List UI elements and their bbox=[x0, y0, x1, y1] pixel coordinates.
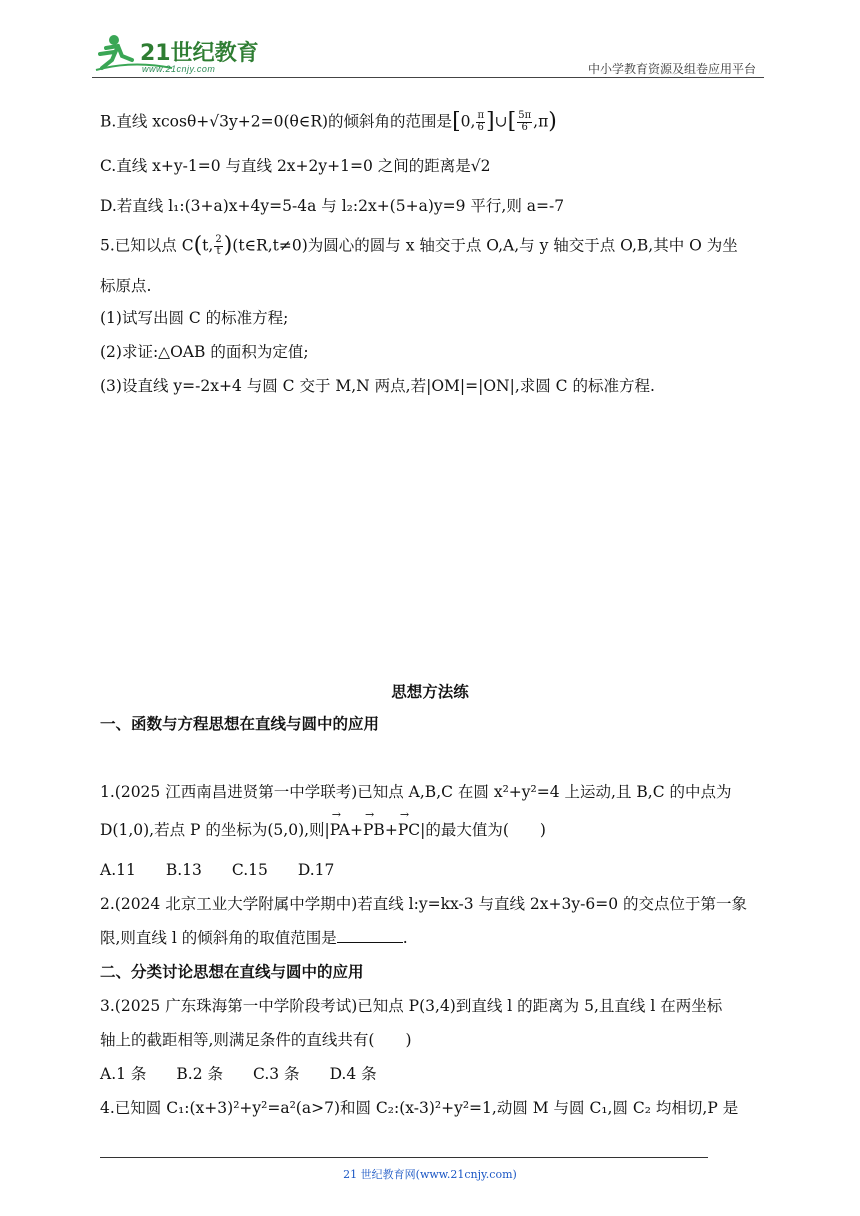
question-5-part3: (3)设直线 y=-2x+4 与圆 C 交于 M,N 两点,若|OM|=|ON|,求圆 C 的标准方程. bbox=[100, 377, 655, 395]
question-1-options bbox=[100, 860, 364, 880]
option: C.15 bbox=[231, 861, 268, 879]
option: D.4 条 bbox=[329, 1065, 377, 1083]
header-platform-text: 中小学教育资源及组卷应用平台 bbox=[587, 62, 756, 76]
answer-blank[interactable] bbox=[337, 928, 403, 943]
question-4: 4.已知圆 C₁:(x+3)²+y²=a²(a>7)和圆 C₂:(x-3)²+y²=1,动圆 M 与圆 C₁,圆 C₂ 均相切,P 是 bbox=[100, 1099, 739, 1117]
question-1: 1.(2025 江西南昌进贤第一中学联考)已知点 A,B,C 在圆 x²+y²=4 上运动,且 B,C 的中点为 bbox=[100, 783, 732, 801]
section-title: 思想方法练 bbox=[391, 683, 469, 701]
question-2-cont: 限,则直线 l 的倾斜角的取值范围是 . bbox=[100, 929, 408, 947]
heading-2: 二、分类讨论思想在直线与圆中的应用 bbox=[100, 963, 364, 981]
option: D.17 bbox=[297, 861, 335, 879]
option-b: B.直线 xcosθ+√3y+2=0(θ∈R)的倾斜角的范围是[0, $\frac{\pi}{6}$ ]∪[ $\frac{5\pi}{6}$ ,π) bbox=[100, 109, 557, 134]
question-3-options bbox=[100, 1064, 407, 1084]
option-c: C.直线 x+y-1=0 与直线 2x+2y+1=0 之间的距离是√2 bbox=[100, 157, 491, 175]
page-header bbox=[92, 30, 764, 78]
option: A.1 条 bbox=[100, 1065, 147, 1083]
logo-url: www.21cnjy.com bbox=[142, 64, 216, 74]
question-3-cont: 轴上的截距相等,则满足条件的直线共有( ) bbox=[100, 1031, 412, 1049]
question-5: 5.已知以点 C(t, $\frac{2}{t}$ )(t∈R,t≠0)为圆心的圆与 x 轴交于点 O,A,与 y 轴交于点 O,B,其中 O 为坐 bbox=[100, 233, 738, 258]
option: B.2 条 bbox=[176, 1065, 224, 1083]
question-2: 2.(2024 北京工业大学附属中学期中)若直线 l:y=kx-3 与直线 2x+3y-6=0 的交点位于第一象 bbox=[100, 895, 748, 913]
option: B.13 bbox=[165, 861, 202, 879]
footer-text[interactable]: 21 世纪教育网(www.21cnjy.com) bbox=[343, 1168, 517, 1181]
question-1-cont: D(1,0),若点 P 的坐标为(5,0),则|→ PA+→ PB+→ PC|的最大值为( ) bbox=[100, 820, 546, 840]
option: C.3 条 bbox=[253, 1065, 300, 1083]
footer-rule bbox=[100, 1157, 708, 1158]
question-3: 3.(2025 广东珠海第一中学阶段考试)已知点 P(3,4)到直线 l 的距离为 5,且直线 l 在两坐标 bbox=[100, 997, 723, 1015]
question-5-part2: (2)求证:△OAB 的面积为定值; bbox=[100, 343, 309, 361]
option-d: D.若直线 l₁:(3+a)x+4y=5-4a 与 l₂:2x+(5+a)y=9 平行,则 a=-7 bbox=[100, 197, 565, 215]
option: A.11 bbox=[100, 861, 136, 879]
question-5-part1: (1)试写出圆 C 的标准方程; bbox=[100, 309, 289, 327]
heading-1: 一、函数与方程思想在直线与圆中的应用 bbox=[100, 715, 380, 733]
logo-text: 21世纪教育 bbox=[140, 41, 259, 66]
question-5-cont: 标原点. bbox=[100, 277, 152, 295]
header-rule bbox=[92, 77, 764, 78]
